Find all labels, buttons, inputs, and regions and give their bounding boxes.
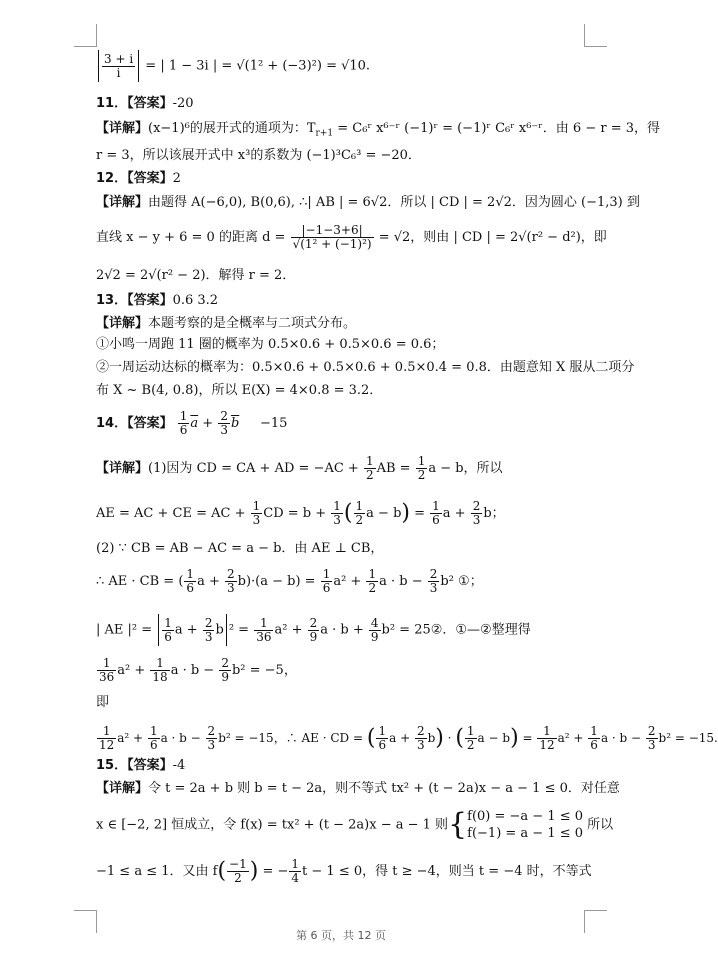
q12-detail-3: 2√2 = 2√(r² − 2)．解得 r = 2． bbox=[96, 268, 296, 283]
q14-detail-1: 【详解】(1)因为 CD = CA + AD = −AC + $\frac{1}{2}$ AB = $\frac{1}{2}$ a − b，所以 bbox=[96, 454, 503, 482]
q11-answer: 11．【答案】-20 bbox=[96, 96, 194, 111]
q14-detail-3: (2) ∵ CB = AB − AC = a − b．由 AE ⊥ CB， bbox=[96, 541, 384, 556]
q15-detail-1: 【详解】令 t = 2a + b 则 b = t − 2a，则不等式 tx² + (t − 2a)x − a − 1 ≤ 0．对任意 bbox=[96, 781, 620, 796]
q12-answer: 12．【答案】2 bbox=[96, 171, 181, 186]
q14-detail-2: AE = AC + CE = AC + $\frac{1}{3}$ CD = b + $\frac{1}{3}$ ( $\frac{1}{2}$ a − b) = $\frac{1}{6}$ a + $\frac{2}{3}$ b； bbox=[96, 499, 505, 527]
q11-detail-2: r = 3，所以该展开式中 x³的系数为 (−1)³C₆³ = −20． bbox=[96, 148, 421, 163]
page-footer: 第 6 页，共 12 页 bbox=[296, 929, 386, 942]
q13-detail-1: 【详解】本题考察的是全概率与二项式分布。 bbox=[96, 316, 357, 331]
q15-detail-3: −1 ≤ a ≤ 1．又由 f( $\frac{-1}{2}$ ) = − $\frac{1}{4}$ t − 1 ≤ 0，得 t ≥ −4，则当 t = −4 时，不等式 bbox=[96, 857, 592, 885]
q14-detail-8: $\frac{1}{12}$ a² + $\frac{1}{6}$ a · b − $\frac{2}{3}$ b² = −15，∴ AE · CD = ( $\frac{1}{6}$ a + $\frac{2}{3}$ b) · ( $\frac{1}{2}$ a − b) = $\frac{1}{12}$ a² + $\frac{1}{6}$ a · b − $\frac{2}{3}$ b² = −15. bbox=[99, 724, 718, 752]
q15-answer: 15．【答案】-4 bbox=[96, 758, 186, 773]
q14-detail-5: | AE |² = $\frac{1}{6}$ a + $\frac{2}{3}$ b ² = $\frac{1}{36}$ a² + $\frac{2}{9}$ a · b + $\frac{4}{9}$ b² = 25②．①—②整理得 bbox=[96, 614, 626, 646]
q13-detail-3: ②一周运动达标的概率为：0.5×0.6 + 0.5×0.6 + 0.5×0.4 = 0.8．由题意知 X 服从二项分 bbox=[96, 360, 635, 375]
q13-detail-4: 布 X ~ B(4, 0.8)，所以 E(X) = 4×0.8 = 3.2． bbox=[96, 383, 383, 398]
q14-detail-4: ∴ AE · CB = ( $\frac{1}{6}$ a + $\frac{2}{3}$ b)·(a − b) = $\frac{1}{6}$ a² + $\frac{1}{2}$ a · b − $\frac{2}{3}$ b² ①； bbox=[96, 567, 483, 595]
q14-answer: 14．【答案】 $\frac{1}{6}$ $\overline{a}$ + $\frac{2}{3}$ $\overline{b}$ −15 bbox=[96, 409, 288, 437]
q13-answer: 13．【答案】0.6 3.2 bbox=[96, 293, 219, 308]
q11-detail-1: 【详解】(x−1)⁶的展开式的通项为：$T_{r+1}$ = C₆ʳ x⁶⁻ʳ (−1)ʳ = (−1)ʳ C₆ʳ x⁶⁻ʳ．由 6 − r = 3，得 bbox=[96, 121, 660, 139]
crop-mark-top-left bbox=[74, 24, 97, 47]
q12-detail-1: 【详解】由题得 A(−6,0), B(0,6), ∴| AB | = 6√2．所以 | CD | = 2√2．因为圆心 (−1,3) 到 bbox=[96, 195, 640, 210]
q15-detail-2: x ∈ [−2, 2] 恒成立，令 f(x) = tx² + (t − 2a)x − a − 1 则{f(0) = −a − 1 ≤ 0 f(−1) = a − 1 ≤ 0 所以 bbox=[96, 807, 614, 842]
q12-detail-2: 直线 x − y + 6 = 0 的距离 d = $\frac{|-1-3+6|}{\text{√(1² + (−1)²)}}$ = √2，则由 | CD | = 2√(r² − d²)，即 bbox=[96, 223, 607, 251]
crop-mark-top-right bbox=[584, 24, 607, 47]
q10-tail-line: $\frac{3 + i}{i}$ = | 1 − 3i | = √(1² + (−3)²) = √10. bbox=[96, 50, 626, 82]
q14-detail-6: $\frac{1}{36}$ a² + $\frac{1}{18}$ a · b − $\frac{2}{9}$ b² = −5， bbox=[99, 656, 297, 684]
q14-detail-7: 即 bbox=[96, 695, 110, 710]
q13-detail-2: ①小鸣一周跑 11 圈的概率为 0.5×0.6 + 0.5×0.6 = 0.6； bbox=[96, 337, 445, 352]
